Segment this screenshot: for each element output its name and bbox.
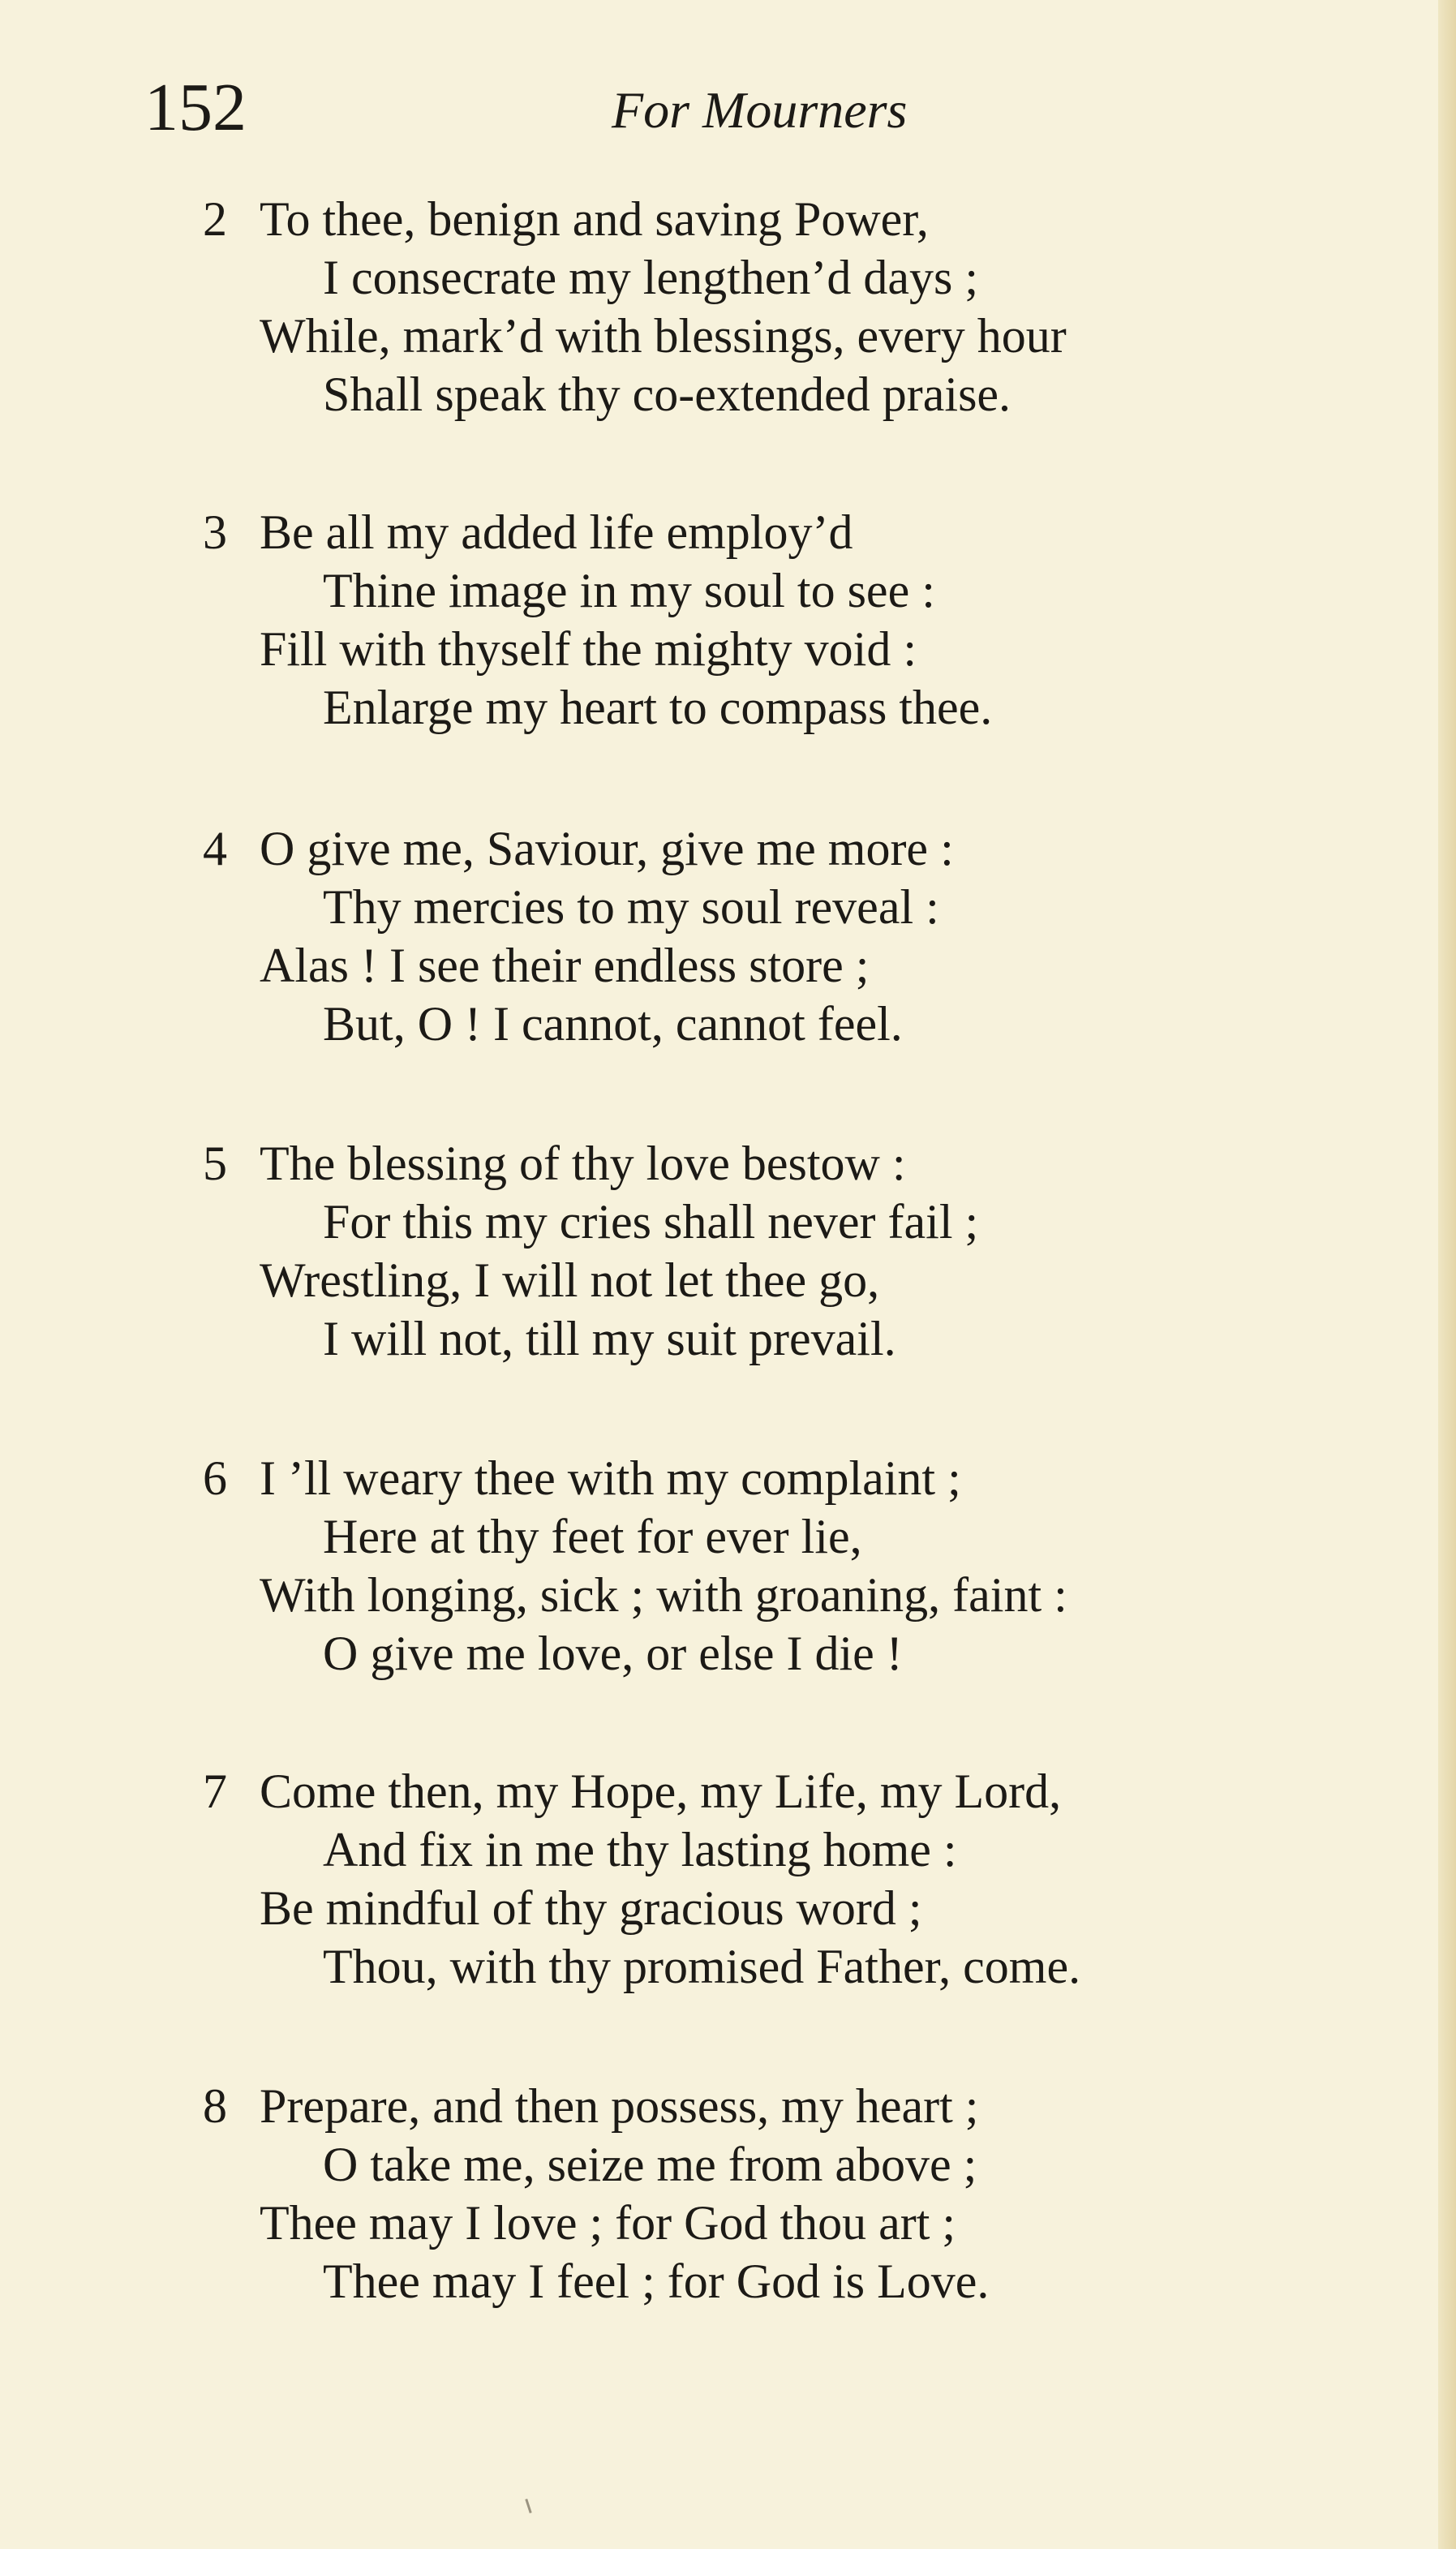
verse-line: O take me, seize me from above ; (323, 2138, 977, 2191)
page-edge (1438, 0, 1456, 2549)
verse-line: I ’ll weary thee with my complaint ; (260, 1451, 961, 1505)
stanza-number: 2 (203, 192, 227, 246)
verse-line: Thee may I love ; for God thou art ; (260, 2196, 956, 2250)
stanza (203, 1134, 1355, 1368)
verse-line: O give me, Saviour, give me more : (260, 822, 954, 875)
stanza (203, 190, 1355, 423)
verse-line: Thy mercies to my soul reveal : (323, 880, 939, 934)
verse-line: Here at thy feet for ever lie, (323, 1510, 862, 1563)
stanza-number: 4 (203, 822, 227, 875)
verse-line: To thee, benign and saving Power, (260, 192, 929, 246)
running-title: For Mourners (612, 81, 908, 139)
verse-line: Shall speak thy co-extended praise. (323, 368, 1011, 421)
stray-ink-mark (525, 2499, 531, 2513)
verse-line: The blessing of thy love bestow : (260, 1137, 906, 1190)
stanza (203, 819, 1355, 1053)
verse-line: But, O ! I cannot, cannot feel. (323, 997, 903, 1051)
verse-line: Alas ! I see their endless store ; (260, 939, 870, 992)
stanza-number: 6 (203, 1451, 227, 1505)
verse-line: Thou, with thy promised Father, come. (323, 1940, 1081, 1993)
verse-line: And fix in me thy lasting home : (323, 1823, 957, 1876)
verse-line: Thee may I feel ; for God is Love. (323, 2255, 990, 2308)
verse-line: Be all my added life employ’d (260, 505, 853, 559)
verse-line: Be mindful of thy gracious word ; (260, 1881, 922, 1935)
verse-line: Fill with thyself the mighty void : (260, 622, 917, 676)
verse-line: Enlarge my heart to compass thee. (323, 681, 993, 734)
verse-line: For this my cries shall never fail ; (323, 1195, 979, 1249)
stanza-number: 3 (203, 505, 227, 559)
verse-line: With longing, sick ; with groaning, faint : (260, 1568, 1067, 1622)
verse-line: Come then, my Hope, my Life, my Lord, (260, 1765, 1062, 1818)
verse-line: While, mark’d with blessings, every hour (260, 309, 1067, 363)
stanza (203, 1449, 1355, 1683)
stanza-number: 7 (203, 1765, 227, 1818)
page-header (144, 71, 1321, 144)
verse-line: O give me love, or else I die ! (323, 1627, 903, 1680)
verse-line: Thine image in my soul to see : (323, 564, 935, 617)
stanza-number: 5 (203, 1137, 227, 1190)
verse-line: Prepare, and then possess, my heart ; (260, 2079, 979, 2133)
page-number: 152 (144, 70, 247, 145)
verse-line: Wrestling, I will not let thee go, (260, 1253, 880, 1307)
stanza (203, 2077, 1355, 2310)
stanza (203, 1762, 1355, 1996)
verse-line: I will not, till my suit prevail. (323, 1312, 896, 1365)
stanza-number: 8 (203, 2079, 227, 2133)
verse-line: I consecrate my lengthen’d days ; (323, 251, 979, 304)
stanza (203, 503, 1355, 737)
